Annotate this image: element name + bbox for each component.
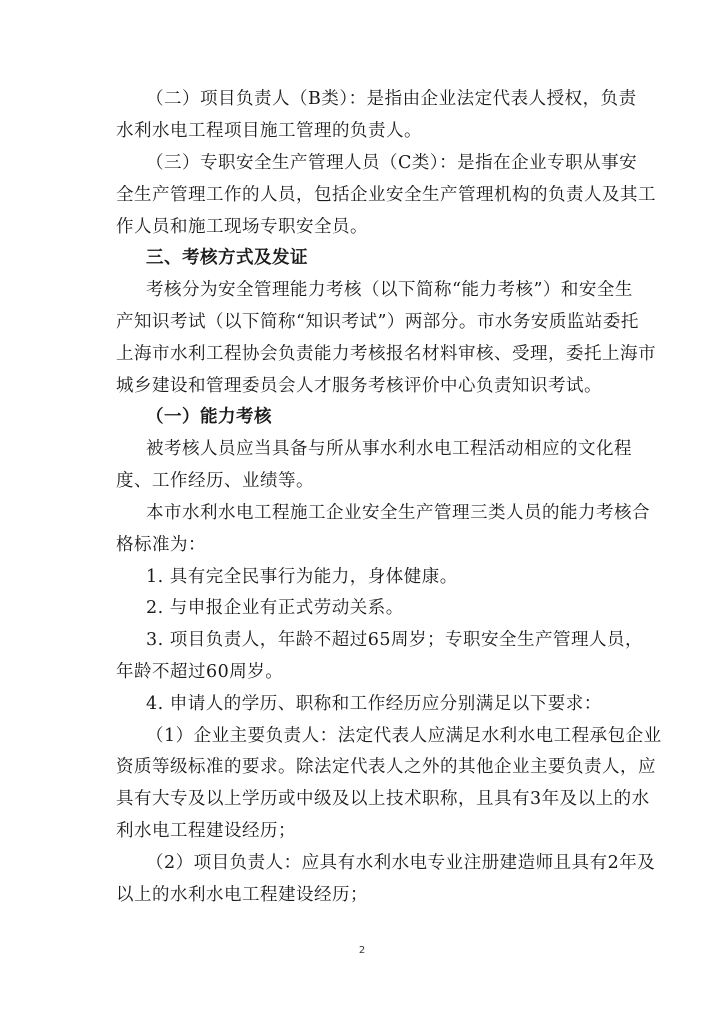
section-heading-3: 三、考核方式及发证 (146, 248, 308, 268)
paragraph-line-9: 上海市水利工程协会负责能力考核报名材料审核、受理，委托上海市 (116, 344, 656, 364)
paragraph-line-5: 作人员和施工现场专职安全员。 (116, 217, 368, 237)
requirement-1-line-2: 资质等级标准的要求。除法定代表人之外的其他企业主要负责人，应 (116, 757, 656, 777)
paragraph-line-4: 全生产管理工作的人员，包括企业安全生产管理机构的负责人及其工 (116, 185, 656, 205)
requirement-2-line-1: （2）项目负责人：应具有水利水电专业注册建造师且具有2年及 (146, 853, 656, 873)
page-number: 2 (358, 945, 366, 956)
paragraph-line-2: 水利水电工程项目施工管理的负责人。 (116, 121, 422, 141)
list-item-4: 4. 申请人的学历、职称和工作经历应分别满足以下要求： (146, 694, 602, 714)
paragraph-line-10: 城乡建设和管理委员会人才服务考核评价中心负责知识考试。 (116, 376, 602, 396)
list-item-3-cont: 年龄不超过60周岁。 (116, 662, 284, 682)
requirement-2-line-2: 以上的水利水电工程建设经历； (116, 885, 368, 905)
list-item-3: 3. 项目负责人，年龄不超过65周岁；专职安全生产管理人员， (146, 630, 644, 650)
requirement-1-line-1: （1）企业主要负责人：法定代表人应满足水利水电工程承包企业 (146, 726, 662, 746)
paragraph-line-1: （二）项目负责人（B类）：是指由企业法定代表人授权，负责 (146, 89, 637, 109)
list-item-1: 1. 具有完全民事行为能力，身体健康。 (146, 567, 458, 587)
paragraph-line-3: （三）专职安全生产管理人员（C类）：是指在企业专职从事安 (146, 153, 638, 173)
paragraph-line-15: 格标准为： (116, 535, 206, 555)
paragraph-line-13: 度、工作经历、业绩等。 (116, 471, 314, 491)
paragraph-line-12: 被考核人员应当具备与所从事水利水电工程活动相应的文化程 (146, 439, 632, 459)
list-item-2: 2. 与申报企业有正式劳动关系。 (146, 598, 404, 618)
requirement-1-line-4: 利水电工程建设经历； (116, 821, 296, 841)
paragraph-line-14: 本市水利水电工程施工企业安全生产管理三类人员的能力考核合 (146, 503, 650, 523)
paragraph-line-8: 产知识考试（以下简称“知识考试”）两部分。市水务安质监站委托 (116, 312, 639, 332)
requirement-1-line-3: 具有大专及以上学历或中级及以上技术职称，且具有3年及以上的水 (116, 789, 650, 809)
subsection-heading-1: （一）能力考核 (146, 407, 272, 427)
paragraph-line-7: 考核分为安全管理能力考核（以下简称“能力考核”）和安全生 (146, 280, 633, 300)
